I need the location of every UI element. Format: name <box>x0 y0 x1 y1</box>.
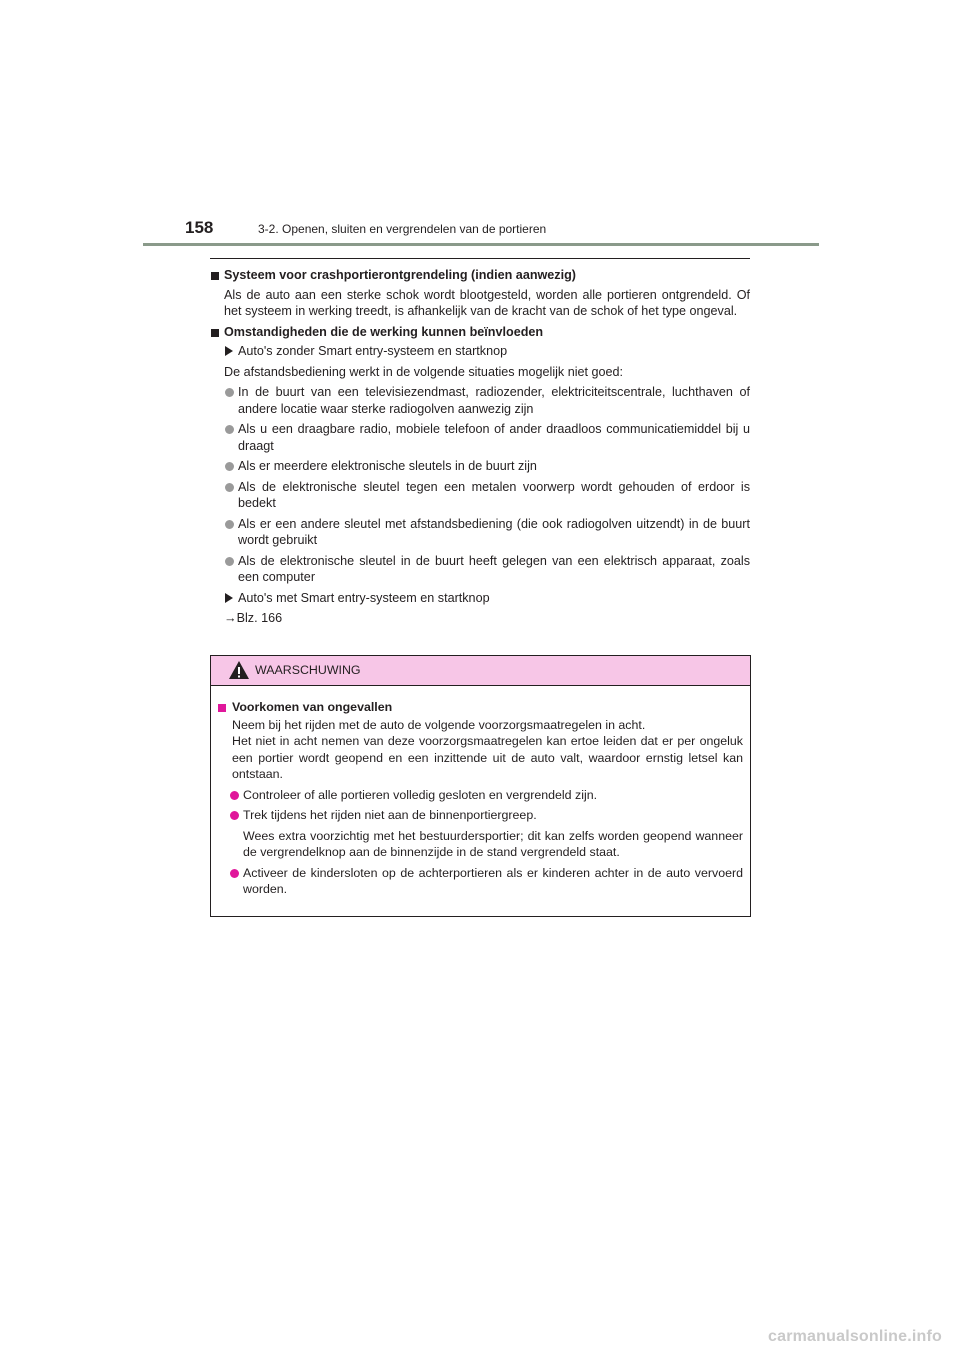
circle-bullet-icon <box>225 388 234 397</box>
page-reference-link[interactable]: →Blz. 166 <box>224 611 283 625</box>
without-smart-entry-text: Auto's zonder Smart entry-systeem en startknop <box>238 344 508 358</box>
list-item <box>210 421 750 454</box>
list-item <box>210 553 750 586</box>
triangle-arrow-icon <box>225 346 233 356</box>
warning-list-item-text: Trek tijdens het rijden niet aan de binnenportiergreep. <box>243 808 537 822</box>
with-smart-entry-text: Auto's met Smart entry-systeem en startknop <box>238 590 490 605</box>
list-item-text: Als u een draagbare radio, mobiele telefoon of ander draadloos communicatiemiddel bij u draagt <box>238 422 750 453</box>
circle-bullet-icon <box>230 791 239 800</box>
crash-unlock-text: Als de auto aan een sterke schok wordt blootgesteld, worden alle portieren ontgrendeld. Of het systeem in werking treedt, is afhankelijk van de kracht van de schok of het type ongeval. <box>224 287 750 318</box>
list-item <box>210 384 750 417</box>
without-smart-entry-label <box>210 343 750 360</box>
warning-title: WAARSCHUWING <box>255 663 361 677</box>
triangle-arrow-icon <box>225 593 233 603</box>
list-item <box>210 458 750 475</box>
circle-bullet-icon <box>230 811 239 820</box>
crash-unlock-heading <box>210 267 750 284</box>
warning-heading-text: Voorkomen van ongevallen <box>232 700 393 714</box>
circle-bullet-icon <box>225 425 234 434</box>
circumstances-heading-text: Omstandigheden die de werking kunnen beïnvloeden <box>224 324 544 339</box>
crash-unlock-heading-text: Systeem voor crashportierontgrendeling (indien aanwezig) <box>224 268 576 282</box>
circle-bullet-icon <box>225 557 234 566</box>
remote-intro: De afstandsbediening werkt in de volgende situaties mogelijk niet goed: <box>224 364 624 379</box>
circle-bullet-icon <box>230 869 239 878</box>
warning-body <box>211 686 750 898</box>
warning-intro-1: Neem bij het rijden met de auto de volgende voorzorgsmaatregelen in acht. <box>232 717 646 732</box>
list-item <box>210 516 750 549</box>
warning-header <box>211 656 750 686</box>
section-title: 3-2. Openen, sluiten en vergrendelen van de portieren <box>258 222 547 236</box>
header-rule <box>143 243 819 246</box>
content-divider <box>210 258 750 259</box>
list-item-text: Als er een andere sleutel met afstandsbediening (die ook radiogolven uitzendt) in de buurt wordt gebruikt <box>238 516 750 547</box>
list-item-text: In de buurt van een televisiezendmast, radiozender, elektriciteitscentrale, luchthaven of andere locatie waar sterke radiogolven aanwezig zijn <box>238 385 750 416</box>
list-item-text: Als er meerdere elektronische sleutels in de buurt zijn <box>238 459 537 473</box>
circumstances-heading <box>210 324 750 341</box>
warning-list-item <box>218 807 743 824</box>
warning-list-item-text: Controleer of alle portieren volledig gesloten en vergrendeld zijn. <box>243 787 598 802</box>
warning-list-item-note: Wees extra voorzichtig met het bestuurdersportier; dit kan zelfs worden geopend wanneer de vergrendelknop aan de binnenzijde in de stand vergrendeld staat. <box>243 828 743 859</box>
page-number: 158 <box>185 218 214 237</box>
circle-bullet-icon <box>225 520 234 529</box>
circle-bullet-icon <box>225 462 234 471</box>
list-item <box>210 479 750 512</box>
warning-triangle-icon <box>228 660 250 680</box>
warning-list-item <box>218 787 743 804</box>
warning-intro-2: Het niet in acht nemen van deze voorzorgsmaatregelen kan ertoe leiden dat er per ongeluk een portier wordt geopend en een inzittende uit de auto valt, waardoor ernstig letsel kan ontstaan. <box>232 734 743 781</box>
list-item-text: Als de elektronische sleutel in de buurt heeft gelegen van een elektrisch apparaat, zoals een computer <box>238 553 750 584</box>
square-bullet-icon <box>211 272 219 280</box>
warning-list-item <box>218 865 743 898</box>
with-smart-entry-label <box>210 590 750 607</box>
warning-heading <box>218 699 743 716</box>
circle-bullet-icon <box>225 483 234 492</box>
warning-list-item-text: Activeer de kindersloten op de achterportieren als er kinderen achter in de auto vervoerd worden. <box>243 865 743 896</box>
square-bullet-icon <box>211 329 219 337</box>
main-content <box>210 258 750 631</box>
list-item-text: Als de elektronische sleutel tegen een metalen voorwerp wordt gehouden of erdoor is bedekt <box>238 479 750 510</box>
watermark: carmanualsonline.info <box>768 1328 943 1345</box>
square-bullet-icon <box>218 704 226 712</box>
warning-box <box>210 655 751 917</box>
